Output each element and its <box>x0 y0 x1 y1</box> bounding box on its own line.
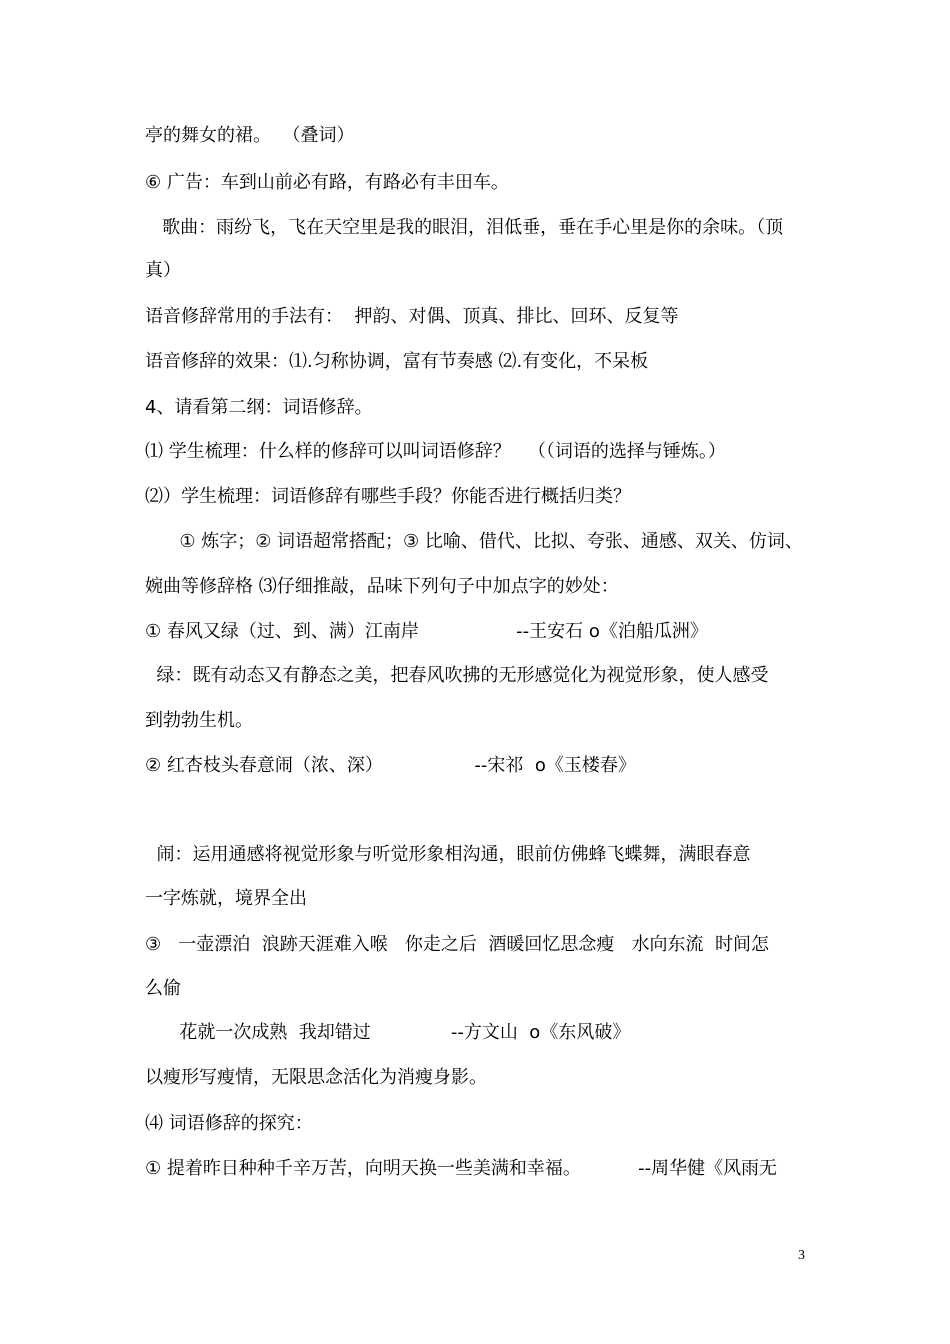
text-line: ⑷ 词语修辞的探究： <box>145 1113 313 1134</box>
text-line: 4、请看第二纲：词语修辞。 <box>145 397 373 418</box>
text-line: ② 红杏枝头春意闹（浓、深） --宋祁 o《玉楼春》 <box>145 755 636 776</box>
text-line: ⑵）学生梳理：词语修辞有哪些手段？你能否进行概括归类？ <box>145 486 631 507</box>
text-line: ① 提着昨日种种千辛万苦，向明天换一些美满和幸福。 --周华健《风雨无 <box>145 1158 778 1179</box>
text-line: 花就一次成熟 我却错过 --方文山 o《东风破》 <box>145 1022 631 1043</box>
text-line: 婉曲等修辞格 ⑶仔细推敲，品味下列句子中加点字的妙处： <box>145 576 619 597</box>
text-line: 么偷 <box>145 978 181 999</box>
text-line: 语音修辞常用的手法有： 押韵、对偶、顶真、排比、回环、反复等 <box>145 306 679 327</box>
text-line: ① 炼字；② 词语超常搭配；③ 比喻、借代、比拟、夸张、通感、双关、仿词、 <box>145 531 803 552</box>
text-line: 以瘦形写瘦情，无限思念活化为消瘦身影。 <box>145 1067 487 1088</box>
text-line: 闹：运用通感将视觉形象与听觉形象相沟通，眼前仿佛蜂飞蝶舞，满眼春意 <box>145 844 751 865</box>
text-line: ① 春风又绿（过、到、满）江南岸 --王安石 o《泊船瓜洲》 <box>145 621 708 642</box>
text-line: 到勃勃生机。 <box>145 710 253 731</box>
page-number: 3 <box>798 1248 805 1263</box>
text-line: 绿：既有动态又有静态之美，把春风吹拂的无形感觉化为视觉形象，使人感受 <box>145 665 769 686</box>
text-line: 亭的舞女的裙。 （叠词） <box>145 125 355 146</box>
text-line: ⑴ 学生梳理：什么样的修辞可以叫词语修辞？ （（词语的选择与锤炼。） <box>145 441 726 462</box>
text-line: 语音修辞的效果：⑴.匀称协调，富有节奏感 ⑵.有变化，不呆板 <box>145 351 649 372</box>
text-line: 真） <box>145 260 181 281</box>
text-line: 一字炼就，境界全出 <box>145 888 307 909</box>
text-line: ③ 一壶漂泊 浪跡天涯难入喉 你走之后 酒暖回忆思念瘦 水向东流 时间怎 <box>145 934 769 955</box>
text-line: 歌曲：雨纷飞，飞在天空里是我的眼泪，泪低垂，垂在手心里是你的余味。（顶 <box>145 217 784 238</box>
text-line: ⑥ 广告：车到山前必有路，有路必有丰田车。 <box>145 172 509 193</box>
